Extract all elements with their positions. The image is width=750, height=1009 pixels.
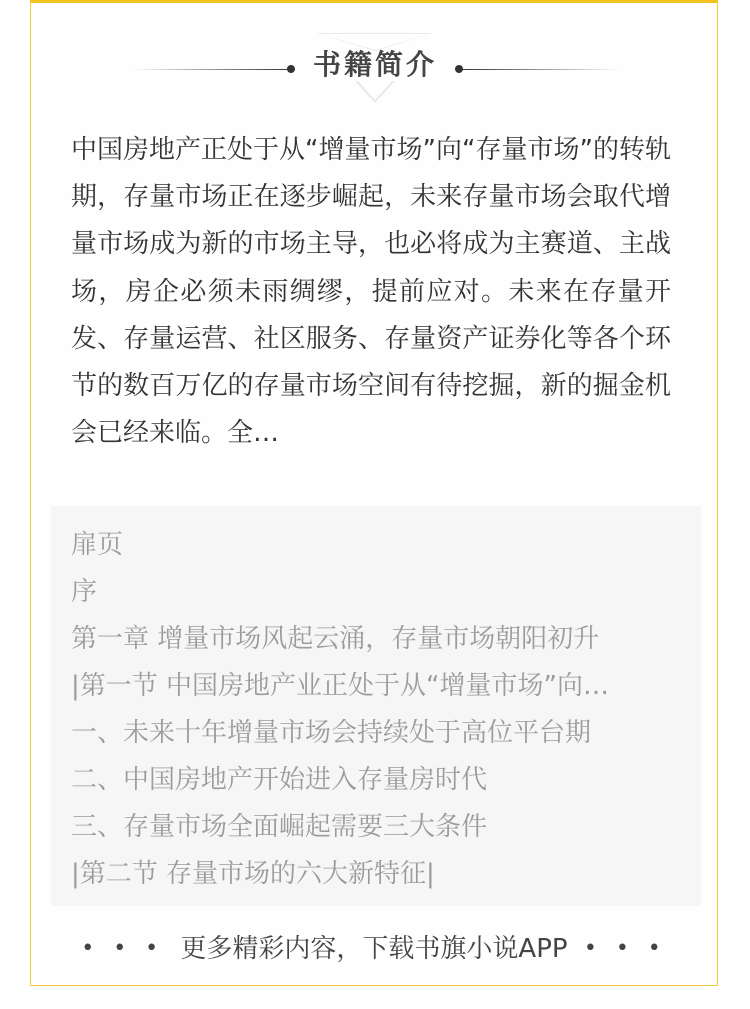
section-header (31, 33, 717, 105)
book-intro-card (30, 0, 718, 986)
download-app-label[interactable]: 更多精彩内容，下载书旗小说APP (180, 934, 568, 964)
toc-item[interactable]: 第一章 增量市场风起云涌，存量市场朝阳初升 (71, 624, 600, 654)
book-description[interactable]: 中国房地产正处于从“增量市场”向“存量市场”的转轨期，存量市场正在逐步崛起，未来存量市场会取代增量市场成为新的市场主导，也必将成为主赛道、主战场，房企必须未雨绸缪，提前应对。未来在存量开发、存量运营、社区服务、存量资产证券化等各个环节的数百万亿的存量市场空间有待挖掘，新的掘金机会已经来临。全… (71, 135, 671, 449)
toc-item[interactable]: 三、存量市场全面崛起需要三大条件 (71, 812, 488, 842)
download-app-link[interactable] (31, 927, 717, 971)
header-decoration-bottom-inner (358, 81, 392, 100)
dots-right-icon: • • • (583, 936, 667, 961)
toc-item[interactable]: 扉页 (71, 530, 124, 560)
toc-item[interactable]: |第二节 存量市场的六大新特征| (71, 859, 435, 889)
header-divider-left (131, 69, 291, 70)
table-of-contents (51, 506, 701, 906)
dots-left-icon: • • • (81, 936, 165, 961)
toc-item[interactable]: 序 (71, 577, 98, 607)
toc-item[interactable]: 二、中国房地产开始进入存量房时代 (71, 765, 488, 795)
toc-item[interactable]: |第一节 中国房地产业正处于从“增量市场”向… (71, 671, 609, 701)
header-dot-left (287, 65, 295, 73)
header-divider-right (461, 69, 621, 70)
toc-item[interactable]: 一、未来十年增量市场会持续处于高位平台期 (71, 718, 592, 748)
section-title: 书籍简介 (312, 48, 437, 81)
